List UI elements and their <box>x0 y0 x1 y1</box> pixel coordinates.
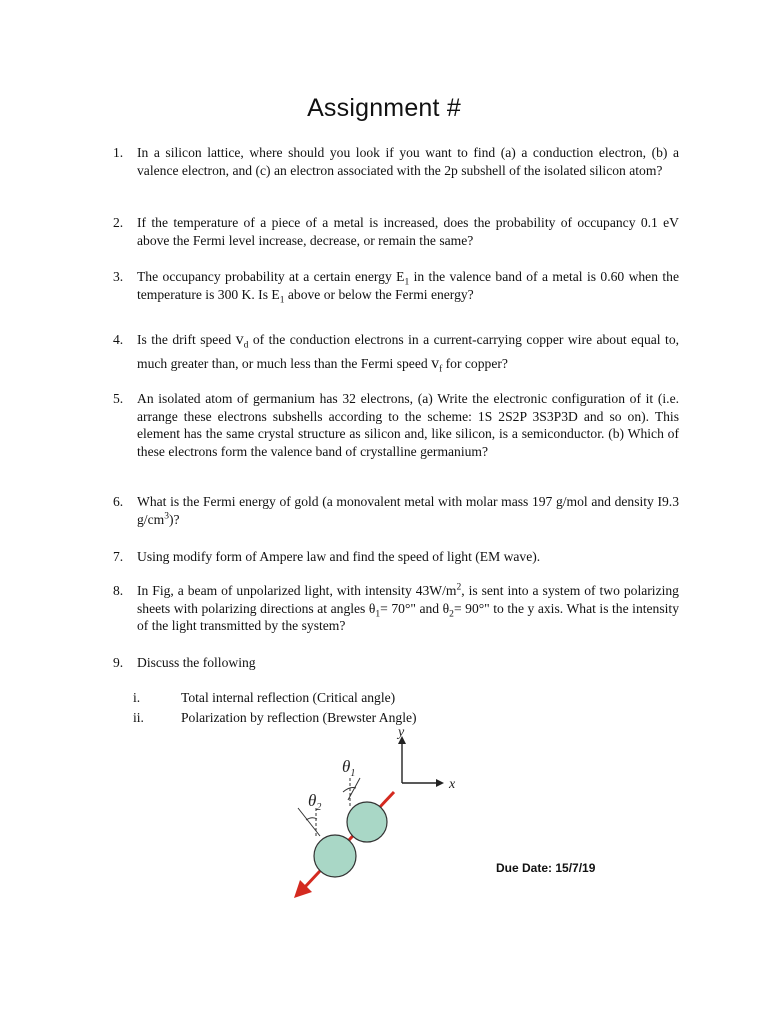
page-title: Assignment # <box>307 94 461 122</box>
question-number: 2. <box>113 215 124 230</box>
subitem-text: Polarization by reflection (Brewster Angle) <box>181 710 417 725</box>
polarizer-figure <box>288 728 488 904</box>
question-2 <box>113 214 679 249</box>
polarizer-sheet-1 <box>347 802 387 842</box>
theta1-label: $\theta_1$ <box>342 757 356 779</box>
question-number: 8. <box>113 583 124 598</box>
question-3 <box>113 268 679 306</box>
y-axis-label: y <box>398 728 405 740</box>
question-number: 3. <box>113 269 124 284</box>
subitem-number: ii. <box>133 710 144 725</box>
theta2-label: $\theta_2$ <box>308 791 322 813</box>
question-number: 9. <box>113 655 124 670</box>
question-7 <box>113 548 679 566</box>
question-number: 7. <box>113 549 124 564</box>
question-9 <box>113 654 679 672</box>
question-number: 5. <box>113 391 124 406</box>
x-axis-label: x <box>449 777 456 792</box>
question-4 <box>113 328 679 376</box>
subitem-number: i. <box>133 690 141 705</box>
polarizer-sheet-2 <box>314 835 356 877</box>
x-axis-arrow <box>436 779 444 787</box>
question-5 <box>113 390 679 460</box>
subitem-text: Total internal reflection (Critical angle) <box>181 690 396 705</box>
question-number: 1. <box>113 145 124 160</box>
question-text: Using modify form of Ampere law and find the speed of light (EM wave). <box>137 549 541 564</box>
question-text: An isolated atom of germanium has 32 electrons, (a) Write the electronic configuration of it (i.e. arrange these electrons subshells according to the scheme: 1S 2S2P 3S3P3D and so on). This element has the same crystal structure as silicon and, like silicon, is a semiconductor. (b) Which of these electrons form the valence band of crystalline germanium? <box>137 391 679 459</box>
question-text: If the temperature of a piece of a metal is increased, does the probability of occupancy 0.1 eV above the Fermi level increase, decrease, or remain the same? <box>137 215 679 248</box>
question-text: In a silicon lattice, where should you look if you want to find (a) a conduction electron, (b) a valence electron, and (c) an electron associated with the 2p subshell of the isolated silicon atom? <box>137 145 679 178</box>
question-number: 4. <box>113 332 124 347</box>
question-6 <box>113 493 679 528</box>
question-text: The occupancy probability at a certain energy $E_1$ in the valence band of a metal is 0.60 when the temperature is 300 K. Is $E_1$ above or below the Fermi energy? <box>137 269 679 306</box>
question-1 <box>113 144 679 179</box>
question-text: In Fig, a beam of unpolarized light, with intensity $43W/m^2$, is sent into a system of two polarizing sheets with polarizing directions at angles $\theta_1= 70^\circ$" and $\theta_2= 90^\circ$" to the y axis. What is the intensity of the light transmitted by the system? <box>137 582 679 633</box>
due-date: Due Date: 15/7/19 <box>496 861 596 875</box>
question-number: 6. <box>113 494 124 509</box>
question-text: Is the drift speed $v_d$ of the conduction electrons in a current-carrying copper wire about equal to, much greater than, or much less than the Fermi speed $v_f$ for copper? <box>137 331 680 375</box>
question-8 <box>113 582 679 635</box>
question-text: Discuss the following <box>137 655 256 670</box>
question-text: What is the Fermi energy of gold (a monovalent metal with molar mass 197 g/mol and density I9.3 $g/cm^3$)? <box>137 494 679 527</box>
